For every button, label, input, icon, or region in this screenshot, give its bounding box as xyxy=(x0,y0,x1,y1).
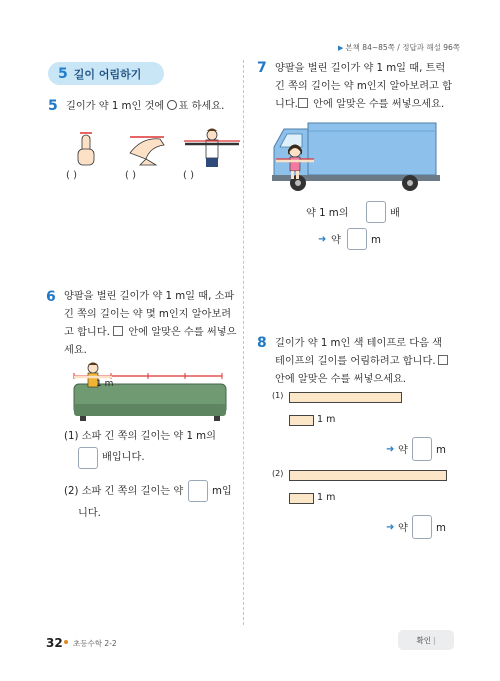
confirm-stamp[interactable]: 확인 | xyxy=(398,630,454,650)
question-7-number: 7 xyxy=(257,60,267,76)
q8-answer-1-label: 약 xyxy=(398,445,408,456)
long-tape-1 xyxy=(289,392,402,403)
q8-answer-2-label: 약 xyxy=(398,523,408,534)
q8-sub-2-number: (2) xyxy=(272,469,284,478)
reference-tape-1 xyxy=(289,415,314,426)
bullet-dot xyxy=(64,640,68,644)
question-5-number: 5 xyxy=(48,98,58,114)
one-meter-label: 1 m xyxy=(96,379,114,389)
question-5-text: 길이가 약 1 m인 것에 표 하세요. xyxy=(66,101,225,112)
q7-answer-1-label: 약 1 m의 xyxy=(306,208,349,219)
question-8-text: 길이가 약 1 m인 색 테이프로 다음 색 테이프의 길이를 어림하려고 합니다. 안에 알맞은 수를 써넣으세요. xyxy=(275,335,465,389)
q8-answer-1-box[interactable] xyxy=(412,437,432,461)
measure-illustrations xyxy=(60,125,240,170)
long-tape-2 xyxy=(289,470,447,481)
q6-sub-2: (2) 소파 긴 쪽의 길이는 약 xyxy=(64,486,184,497)
triangle-icon: ▶ xyxy=(338,44,344,52)
q5-answer-1[interactable]: ( ) xyxy=(66,170,77,181)
q6-sub-1-tail: 배입니다. xyxy=(102,452,145,463)
sofa-illustration xyxy=(70,362,230,424)
arm-span-image xyxy=(184,129,240,168)
q8-sub-1-number: (1) xyxy=(272,391,284,400)
q7-answer-1-box[interactable] xyxy=(366,201,386,223)
q7-answer-2-unit: m xyxy=(371,235,381,246)
question-6-text: 양팔을 벌린 길이가 약 1 m일 때, 소파 긴 쪽의 길이는 약 몇 m인지 알아보려 고 합니다. 안에 알맞은 수를 써넣으 세요. xyxy=(64,291,237,356)
small-box-icon xyxy=(113,326,123,336)
q7-answer-2-box[interactable] xyxy=(347,228,367,250)
tape-label-2: 1 m xyxy=(317,492,336,503)
truck-illustration xyxy=(270,117,450,193)
q7-answer-2-label: 약 xyxy=(331,235,341,246)
arrow-icon: ➜ xyxy=(386,522,395,533)
tape-label-1: 1 m xyxy=(317,414,336,425)
reference-tape-2 xyxy=(289,493,314,504)
small-box-icon xyxy=(438,355,448,365)
q6-sub-2-unit: m입 xyxy=(212,486,232,497)
q6-sub-1: (1) 소파 긴 쪽의 길이는 약 1 m의 xyxy=(64,431,216,442)
page-number: 32 xyxy=(46,636,63,650)
q8-answer-2-unit: m xyxy=(436,523,446,534)
q7-answer-1-unit: 배 xyxy=(390,208,400,219)
section-title: 5 길이 어림하기 xyxy=(48,62,164,85)
q5-answer-2[interactable]: ( ) xyxy=(125,170,136,181)
hand-span-image xyxy=(130,137,164,165)
q6-sub-1-answer-box[interactable] xyxy=(78,447,98,469)
q8-answer-1-unit: m xyxy=(436,445,446,456)
page-reference: ▶ 본책 84~85쪽 / 정답과 해설 96쪽 xyxy=(338,43,460,52)
arrow-icon: ➜ xyxy=(318,234,327,245)
q6-sub-2-answer-box[interactable] xyxy=(188,480,208,502)
finger-width-image xyxy=(78,133,94,165)
question-7-text: 양팔을 벌린 길이가 약 1 m일 때, 트럭 긴 쪽의 길이는 약 m인지 알아보려고 합 니다. 안에 알맞은 수를 써넣으세요. xyxy=(275,63,452,110)
book-title: 초등수학 2-2 xyxy=(73,639,117,648)
circle-mark-icon xyxy=(167,100,177,110)
q6-sub-2-tail: 니다. xyxy=(78,508,101,519)
q8-answer-2-box[interactable] xyxy=(412,515,432,539)
question-8-number: 8 xyxy=(257,335,267,351)
question-6-number: 6 xyxy=(46,289,56,305)
small-box-icon xyxy=(298,98,308,108)
arrow-icon: ➜ xyxy=(386,444,395,455)
q5-answer-3[interactable]: ( ) xyxy=(183,170,194,181)
